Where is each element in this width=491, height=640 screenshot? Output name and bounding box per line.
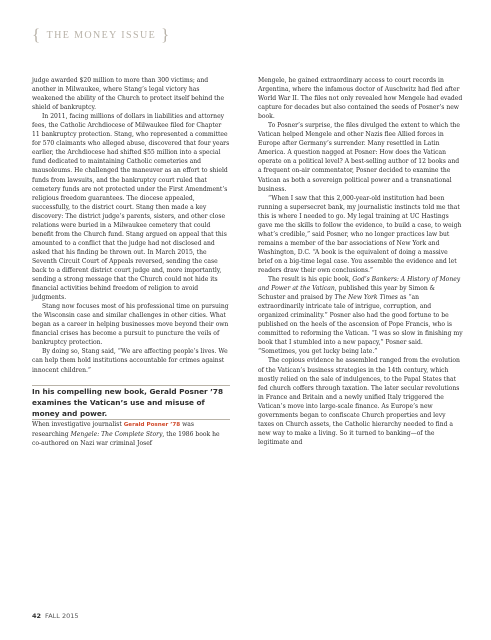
result-paragraph	[258, 275, 463, 356]
posner-intro-paragraph	[32, 420, 230, 448]
intro-text-middle: was researching	[32, 420, 194, 438]
left-body-paragraph: judge awarded $20 million to more than 300 victims; and another in Milwaukee, where Stang’s legal victory has weakened the ability of the Church to protect itself behind the shield of bankruptcy.	[32, 77, 225, 112]
evidence-paragraph	[258, 356, 463, 446]
section-header	[32, 24, 171, 44]
result-text-middle: , published this year by Simon & Schuster and praised by	[258, 285, 436, 302]
issue-label: FALL 2015	[45, 612, 79, 620]
intro-text-start: When investigative journalist	[32, 420, 124, 428]
gods-bankers-title: God’s Bankers: A History of Money and Power at the Vatican	[258, 276, 461, 293]
section-title: THE MONEY ISSUE	[46, 30, 157, 41]
right-article-body	[258, 76, 463, 275]
right-body-paragraph: “When I saw that this 2,000-year-old institution had been running a supersecret bank, my journalistic instincts told me that this is where I needed to go. My legal training at UC Hastings gave me the skills to follow the evidence, to build a case, to weigh what’s credible,” said Posner, who no longer practices law but remains a member of the bar associations of New York and Washington, D.C. “A book is the equivalent of doing a massive brief on a big-time legal case. You assemble the evidence and let readers draw their own conclusions.”	[258, 194, 462, 274]
left-body-paragraph: By doing so, Stang said, “We are affecting people’s lives. We can help them hold institutions accountable for crimes against innocent children.”	[32, 348, 228, 374]
result-text-start: The result is his epic book,	[268, 276, 353, 284]
nyt-name: The New York Times	[334, 294, 398, 302]
page-footer	[32, 612, 79, 620]
right-body-paragraph: To Posner’s surprise, the files divulged the extent to which the Vatican helped Mengele and other Nazis flee Allied forces in Europe after Germany’s surrender. Many resettled in Latin America. A question nagged at Posner: How does the Vatican operate on a political level? A best-selling author of 12 books and a frequent on-air commentator, Posner decided to examine the Vatican as both a sovereign political power and a transnational business.	[258, 122, 460, 193]
right-body-paragraph: Mengele, he gained extraordinary access to court records in Argentina, where the infamous doctor of Auschwitz had fled after World War II. The files not only revealed how Mengele had evaded capture for decades but also contained the seeds of Posner’s new book.	[258, 77, 463, 121]
result-text-end: as “an extraordinarily intricate tale of intrigue, corruption, and organized criminality.” Posner also had the good fortune to be published on the heels of the ascension of Pope Francis, who is committed to reforming the Vatican. “I was so slow in finishing my book that I stumbled into a new papacy,” Posner said. “Sometimes, you get lucky being late.”	[258, 294, 463, 356]
header-open-brace: {	[32, 25, 42, 44]
author-name-highlight: Gerald Posner ’78	[123, 421, 181, 428]
page-number: 42	[32, 612, 42, 620]
left-article-body	[32, 76, 230, 375]
mengele-book-title: Mengele: The Complete Story	[70, 430, 163, 438]
header-close-brace: }	[161, 25, 171, 44]
left-body-paragraph: In 2011, facing millions of dollars in liabilities and attorney fees, the Catholic Archdiocese of Milwaukee filed for Chapter 11 bankruptcy protection. Stang, who represented a committee for 570 claimants who alleged abuse, discovered that four years earlier, the Archdiocese had shifted $55 million into a special fund dedicated to maintaining Catholic cemeteries and mausoleums. He challenged the maneuver as an effort to shield funds from lawsuits, and the bankruptcy court ruled that cemetery funds are not protected under the First Amendment’s religious freedom guarantees. The diocese appealed, successfully, to the district court. Stang then made a key discovery: The district judge’s parents, sisters, and other close relations were buried in a Milwaukee cemetery that could benefit from the Church fund. Stang argued on appeal that this amounted to a conflict that the judge had not disclosed and asked that his finding be thrown out. In March 2015, the Seventh Circuit Court of Appeals reversed, sending the case back to a different district court judge and, more importantly, sending a strong message that the Church could not hide its financial activities behind freedom of religion to avoid judgments.	[32, 113, 230, 302]
evidence-text: The copious evidence he assembled ranged from the evolution of the Vatican’s business strategies in the 14th century, which mostly relied on the sale of indulgences, to the Papal States that fed church coffers through taxation. The later secular revolutions in France and Britain and a newly unified Italy triggered the Vatican’s move into large-scale finance. As Europe’s new governments began to confiscate Church properties and levy taxes on Church assets, the Catholic hierarchy needed to find a new way to make a living. So it turned to banking—of the legitimate and	[258, 357, 460, 446]
intro-text-end: , the 1986 book he co-authored on Nazi war criminal Josef	[32, 430, 220, 447]
right-column	[258, 76, 463, 447]
left-column	[32, 76, 230, 448]
pull-quote: In his compelling new book, Gerald Posner ’78 examines the Vatican’s use and misuse of money and power.	[32, 386, 224, 418]
left-body-paragraph: Stang now focuses most of his professional time on pursuing the Wisconsin case and similar challenges in other cities. What began as a career in helping businesses move beyond their own financial crises has become a pursuit to puncture the veils of bankruptcy protection.	[32, 303, 229, 347]
